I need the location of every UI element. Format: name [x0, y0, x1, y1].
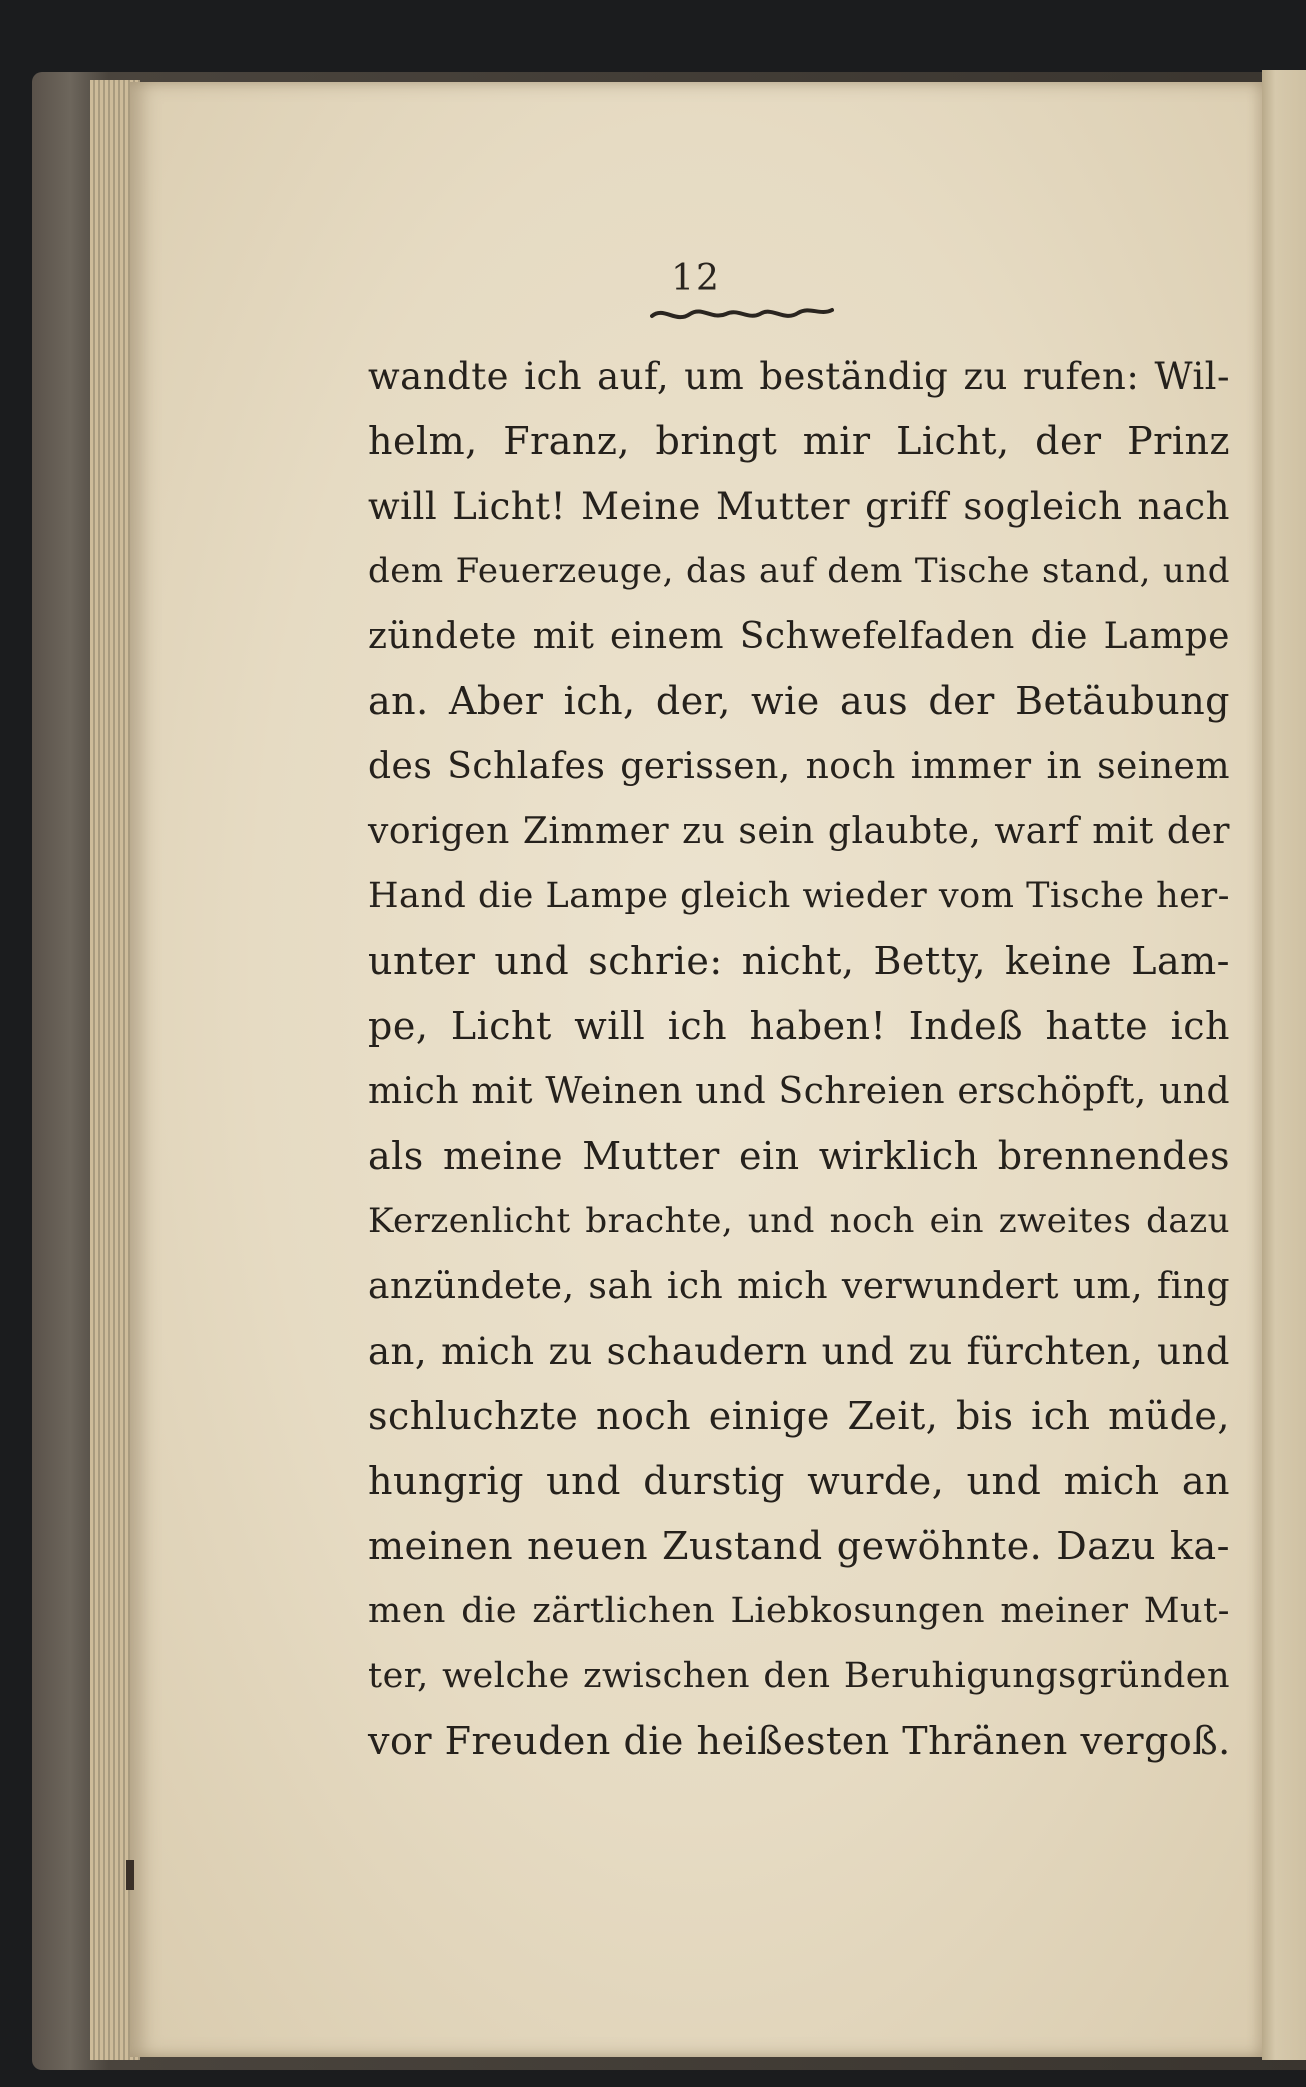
text-line: helm, Franz, bringt mir Licht, der Prinz	[368, 419, 1230, 463]
text-line: wandte ich auf, um beständig zu rufen: Wil-	[368, 355, 1230, 398]
spine-mark	[126, 1860, 134, 1890]
text-line: mich mit Weinen und Schreien erschöpft, und	[368, 1071, 1230, 1112]
text-line: des Schlafes gerissen, noch immer in seinem	[368, 746, 1230, 787]
wave-ornament-icon	[650, 302, 834, 324]
text-line: hungrig und durstig wurde, und mich an	[368, 1459, 1230, 1503]
page-number: 12	[671, 258, 721, 299]
text-line: men die zärtlichen Liebkosungen meiner Mut-	[368, 1591, 1230, 1631]
text-line: vorigen Zimmer zu sein glaubte, warf mit der	[368, 811, 1230, 852]
text-line: schluchzte noch einige Zeit, bis ich müde,	[368, 1394, 1230, 1438]
book-page	[130, 82, 1262, 2057]
text-line: vor Freuden die heißesten Thränen vergoß.	[368, 1719, 1231, 1763]
text-line: an, mich zu schaudern und zu fürchten, und	[368, 1330, 1230, 1373]
text-line: unter und schrie: nicht, Betty, keine Lam-	[368, 939, 1230, 983]
text-line: zündete mit einem Schwefelfaden die Lampe	[368, 616, 1230, 657]
text-line: pe, Licht will ich haben! Indeß hatte ich	[368, 1004, 1230, 1048]
text-line: will Licht! Meine Mutter griff sogleich nach	[368, 485, 1230, 528]
text-line: anzündete, sah ich mich verwundert um, fing	[368, 1266, 1230, 1307]
text-line: als meine Mutter ein wirklich brennendes	[368, 1134, 1230, 1178]
text-line: meinen neuen Zustand gewöhnte. Dazu ka-	[368, 1524, 1230, 1568]
text-line: dem Feuerzeuge, das auf dem Tische stand, und	[368, 551, 1230, 591]
text-line: an. Aber ich, der, wie aus der Betäubung	[368, 679, 1230, 723]
body-text	[368, 344, 1230, 1774]
text-line: Hand die Lampe gleich wieder vom Tische her-	[368, 876, 1230, 916]
facing-page-edge	[1262, 70, 1306, 2060]
text-line: ter, welche zwischen den Beruhigungsgründen	[368, 1656, 1230, 1696]
text-line: Kerzenlicht brachte, und noch ein zweites dazu	[368, 1201, 1230, 1241]
